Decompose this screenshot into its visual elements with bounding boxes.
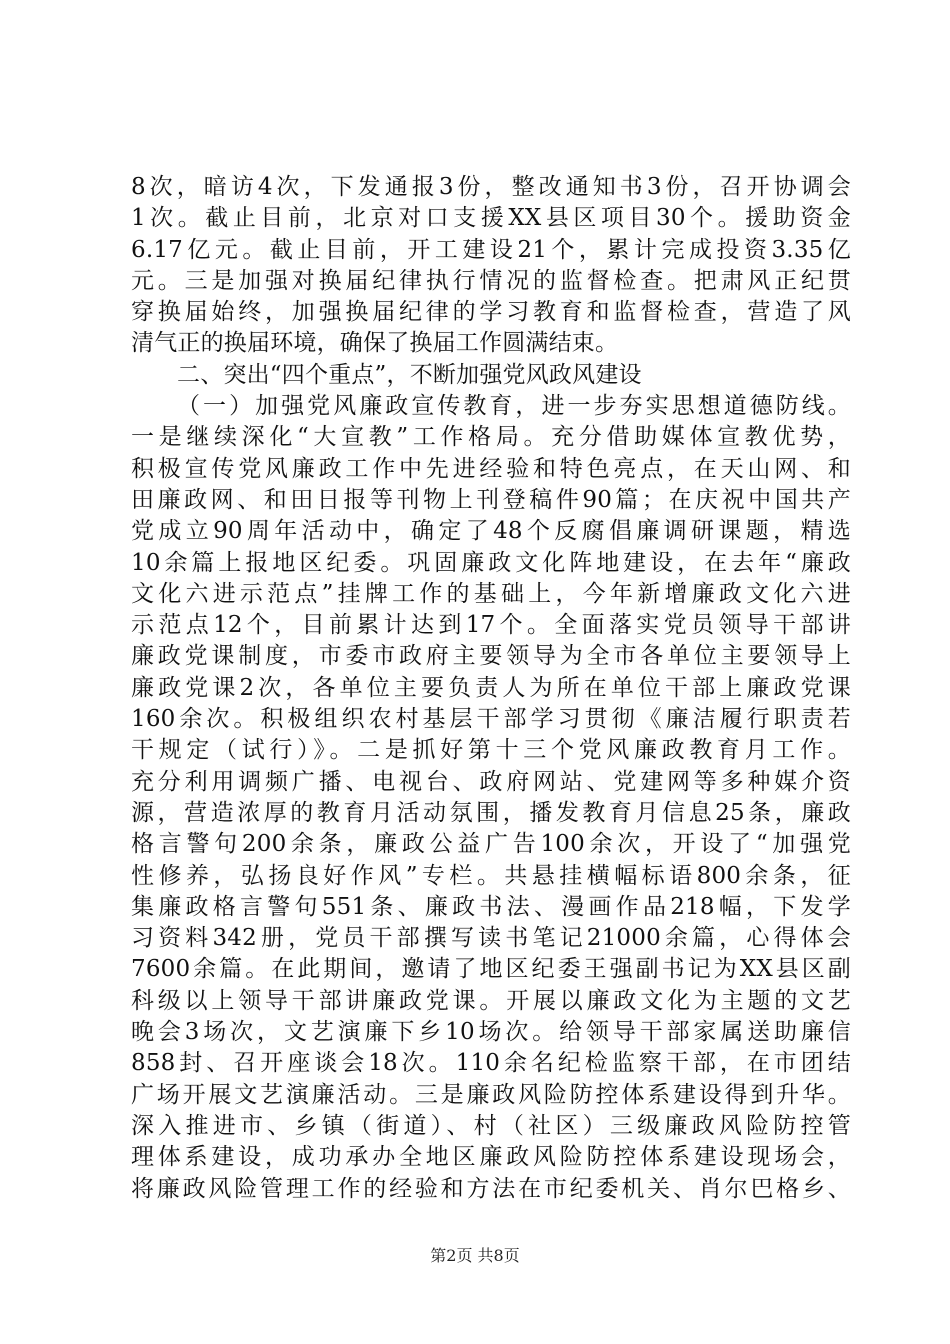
document-body	[131, 172, 851, 1205]
body-line: 廉政党课2次，各单位主要负责人为所在单位干部上廉政党课	[131, 674, 851, 701]
page-number-footer: 第2页 共8页	[430, 1246, 520, 1265]
body-line: 1次。截止目前，北京对口支援XX县区项目30个。援助资金	[131, 205, 851, 232]
body-line: 10余篇上报地区纪委。巩固廉政文化阵地建设，在去年“廉政	[131, 549, 851, 576]
body-line: 习资料342册，党员干部撰写读书笔记21000余篇，心得体会	[131, 925, 851, 952]
body-line: 一是继续深化“大宣教”工作格局。充分借助媒体宣教优势，	[131, 424, 851, 451]
body-line: 清气正的换届环境，确保了换届工作圆满结束。	[131, 330, 619, 357]
body-line: 晚会3场次，文艺演廉下乡10场次。给领导干部家属送助廉信	[131, 1019, 851, 1046]
body-line: 格言警句200余条，廉政公益广告100余次，开设了“加强党	[131, 831, 851, 858]
body-line: 党成立90周年活动中，确定了48个反腐倡廉调研课题，精选	[131, 518, 851, 545]
body-line: 元。三是加强对换届纪律执行情况的监督检查。把肃风正纪贯	[131, 267, 851, 294]
body-line: 广场开展文艺演廉活动。三是廉政风险防控体系建设得到升华。	[131, 1081, 851, 1108]
body-line: 理体系建设，成功承办全地区廉政风险防控体系建设现场会，	[131, 1144, 851, 1171]
body-line: 积极宣传党风廉政工作中先进经验和特色亮点，在天山网、和	[131, 455, 851, 482]
body-line: 集廉政格言警句551条、廉政书法、漫画作品218幅，下发学	[131, 893, 851, 920]
body-line: 文化六进示范点”挂牌工作的基础上，今年新增廉政文化六进	[131, 580, 851, 607]
body-line: 充分利用调频广播、电视台、政府网站、党建网等多种媒介资	[131, 768, 851, 795]
body-line: 干规定（试行）》。二是抓好第十三个党风廉政教育月工作。	[131, 737, 851, 764]
body-line: 廉政党课制度，市委市政府主要领导为全市各单位主要领导上	[131, 643, 851, 670]
subsection-heading: （一）加强党风廉政宣传教育，进一步夯实思想道德防线。	[177, 393, 851, 420]
body-line: 示范点12个，目前累计达到17个。全面落实党员领导干部讲	[131, 612, 851, 639]
body-line: 8次，暗访4次，下发通报3份，整改通知书3份，召开协调会	[131, 174, 851, 200]
body-line: 性修养，弘扬良好作风”专栏。共悬挂横幅标语800余条，征	[131, 862, 851, 889]
body-line: 7600余篇。在此期间，邀请了地区纪委王强副书记为XX县区副	[131, 956, 851, 983]
body-line: 6.17亿元。截止目前，开工建设21个，累计完成投资3.35亿	[131, 236, 851, 263]
body-line: 160余次。积极组织农村基层干部学习贯彻《廉洁履行职责若	[131, 706, 851, 733]
body-line: 科级以上领导干部讲廉政党课。开展以廉政文化为主题的文艺	[131, 987, 851, 1014]
body-line: 将廉政风险管理工作的经验和方法在市纪委机关、肖尔巴格乡、	[131, 1175, 851, 1202]
body-line: 穿换届始终，加强换届纪律的学习教育和监督检查，营造了风	[131, 299, 851, 326]
section-heading: 二、突出“四个重点”，不断加强党风政风建设	[177, 361, 642, 388]
body-line: 深入推进市、乡镇（街道）、村（社区）三级廉政风险防控管	[131, 1112, 851, 1139]
body-line: 858封、召开座谈会18次。110余名纪检监察干部，在市团结	[131, 1050, 851, 1077]
body-line: 田廉政网、和田日报等刊物上刊登稿件90篇；在庆祝中国共产	[131, 486, 851, 513]
body-line: 源，营造浓厚的教育月活动氛围，播发教育月信息25条，廉政	[131, 799, 851, 826]
